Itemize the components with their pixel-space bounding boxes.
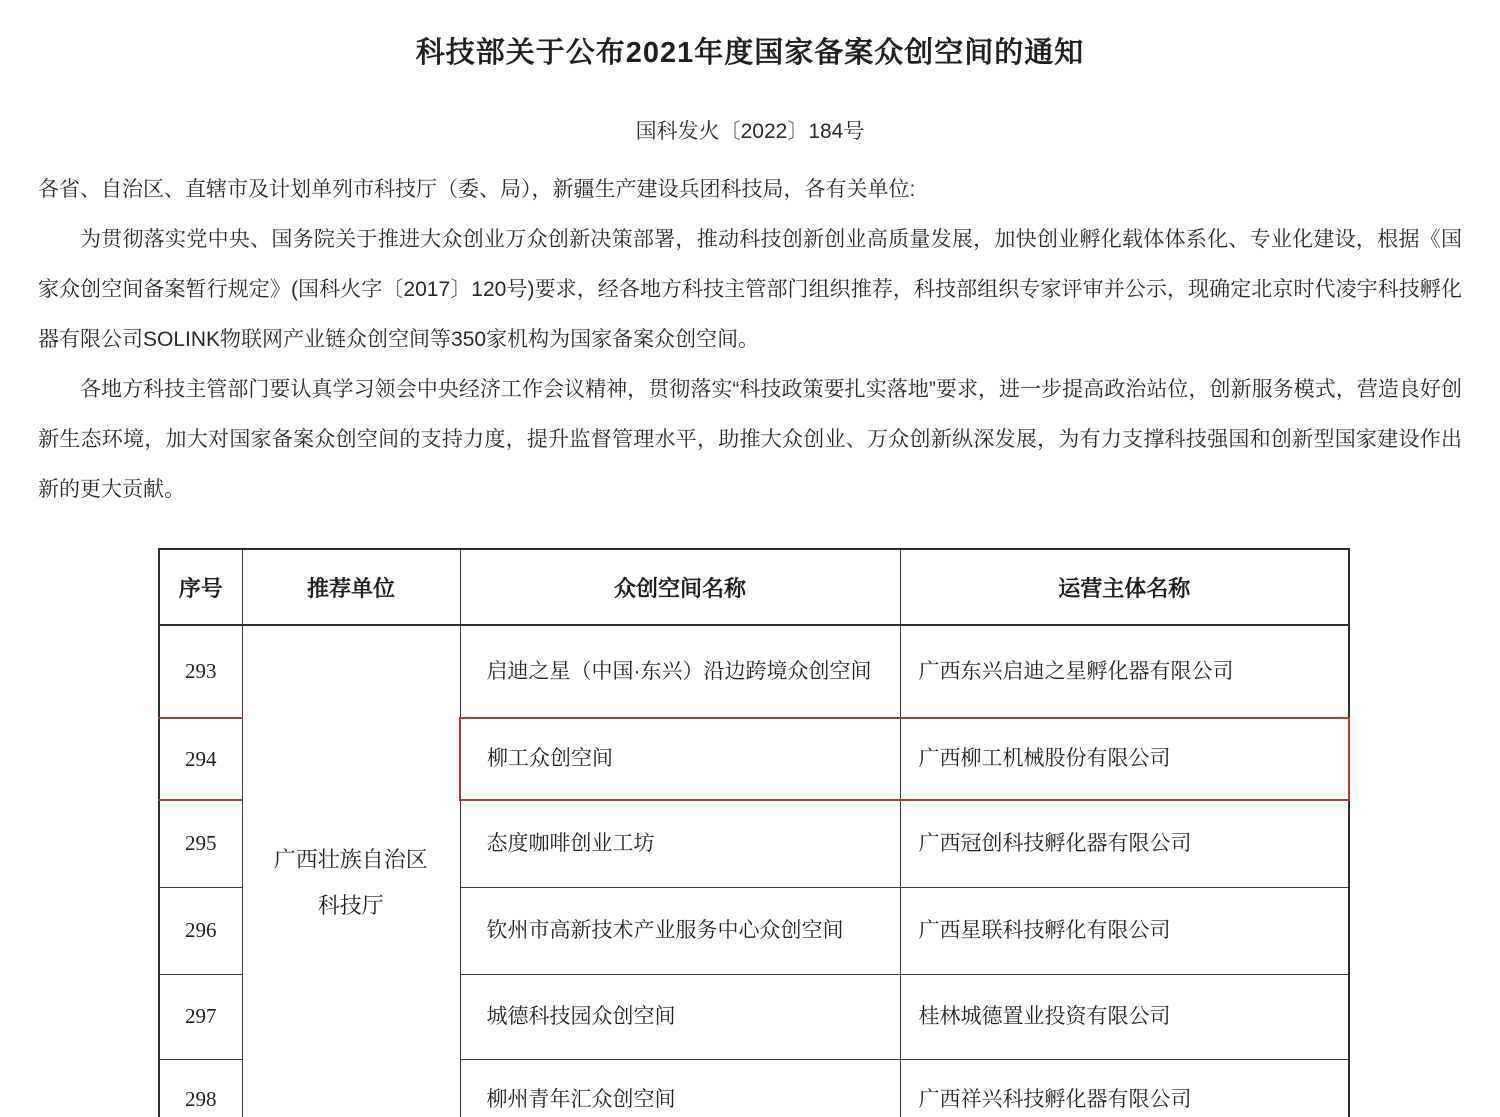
document-number: 国科发火〔2022〕184号 <box>635 120 865 143</box>
makerspace-name: 启迪之星（中国·东兴）沿边跨境众创空间 <box>460 625 900 718</box>
serial-number: 298 <box>159 1059 242 1117</box>
header-recommending-unit: 推荐单位 <box>242 549 460 625</box>
paragraph-2: 各地方科技主管部门要认真学习领会中央经济工作会议精神，贯彻落实“科技政策要扎实落地”要求，进一步提高政治站位，创新服务模式，营造良好创新生态环境，加大对国家备案众创空间的支持力度，提升监督管理水平，助推大众创业、万众创新纵深发展，为有力支撑科技强国和创新型国家建设作出新的更大贡献。 <box>38 378 1462 501</box>
header-makerspace-name: 众创空间名称 <box>460 549 900 625</box>
table-row <box>159 625 1349 718</box>
paragraph-1: 为贯彻落实党中央、国务院关于推进大众创业万众创新决策部署，推动科技创新创业高质量发展，加快创业孵化载体体系化、专业化建设，根据《国家众创空间备案暂行规定》(国科火字〔2017〕120号)要求，经各地方科技主管部门组织推荐，科技部组织专家评审并公示，现确定北京时代凌宇科技孵化器有限公司SOLINK物联网产业链众创空间等350家机构为国家备案众创空间。 <box>38 228 1462 351</box>
operator-name: 广西祥兴科技孵化器有限公司 <box>900 1059 1349 1117</box>
serial-number: 294 <box>159 718 242 800</box>
operator-name: 广西星联科技孵化有限公司 <box>900 887 1349 974</box>
makerspace-name: 柳州青年汇众创空间 <box>460 1059 900 1117</box>
makerspace-name: 柳工众创空间 <box>460 718 900 800</box>
serial-number: 295 <box>159 800 242 887</box>
table-header-row <box>159 549 1349 625</box>
header-operator-name: 运营主体名称 <box>900 549 1349 625</box>
header-serial-number: 序号 <box>159 549 242 625</box>
makerspace-table <box>158 548 1350 1117</box>
recommending-unit-cell: 广西壮族自治区科技厅 <box>242 625 460 1117</box>
operator-name: 桂林城德置业投资有限公司 <box>900 974 1349 1059</box>
serial-number: 297 <box>159 974 242 1059</box>
operator-name: 广西东兴启迪之星孵化器有限公司 <box>900 625 1349 718</box>
makerspace-name: 态度咖啡创业工坊 <box>460 800 900 887</box>
serial-number: 296 <box>159 887 242 974</box>
makerspace-name: 钦州市高新技术产业服务中心众创空间 <box>460 887 900 974</box>
salutation: 各省、自治区、直辖市及计划单列市科技厅（委、局），新疆生产建设兵团科技局，各有关单位: <box>38 178 916 201</box>
document-body <box>38 165 1462 515</box>
makerspace-name: 城德科技园众创空间 <box>460 974 900 1059</box>
document-title: 科技部关于公布2021年度国家备案众创空间的通知 <box>415 37 1085 69</box>
operator-name: 广西柳工机械股份有限公司 <box>900 718 1349 800</box>
operator-name: 广西冠创科技孵化器有限公司 <box>900 800 1349 887</box>
serial-number: 293 <box>159 625 242 718</box>
